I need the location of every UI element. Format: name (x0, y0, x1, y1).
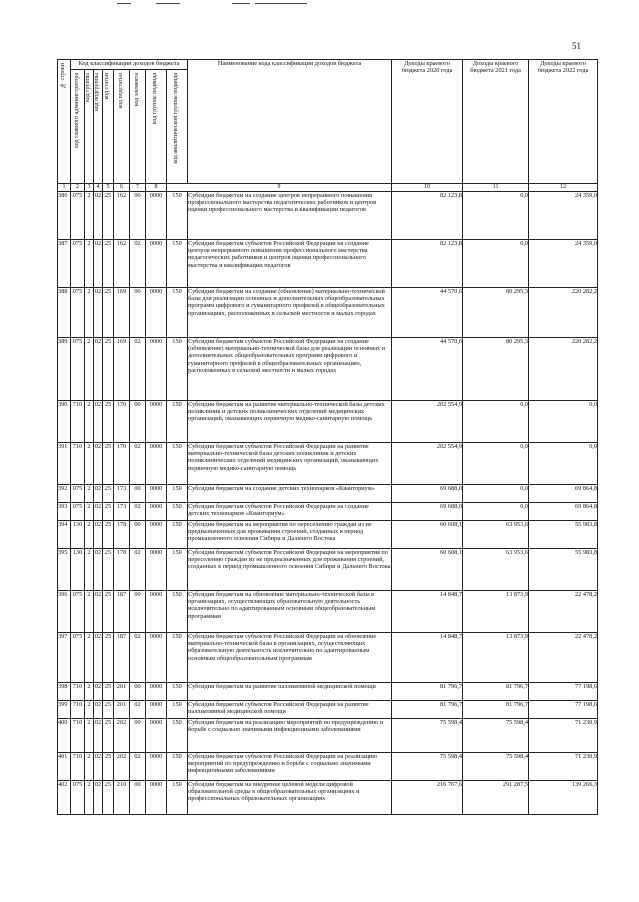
amount-cell: 69 864,8 (529, 485, 598, 503)
code-column-header-label: код главного администратора (73, 73, 80, 148)
scan-artifact-line (156, 3, 180, 4)
amount-cell: 75 598,4 (463, 719, 529, 753)
code-cell: 150 (167, 485, 188, 503)
code-cell: 0000 (146, 485, 167, 503)
amount-cell: 55 983,8 (529, 549, 598, 591)
code-cell: 173 (114, 503, 130, 521)
amount-cell: 60 608,1 (392, 521, 463, 549)
code-cell: 02 (94, 521, 103, 549)
amount-cell: 77 198,6 (529, 701, 598, 719)
code-cell: 150 (167, 633, 188, 683)
amount-cell: 139 266,3 (529, 781, 598, 815)
name-cell: Субсидии бюджетам субъектов Российской Федерации на мероприятия по переселению граждан из не предназначенных для проживания строений, созданных в период промышленного освоения Сибири и Дальнего Востока (188, 549, 392, 591)
name-cell: Субсидии бюджетам субъектов Российской Федерации на развитие паллиативной медицинской помощи (188, 701, 392, 719)
code-cell: 00 (130, 401, 146, 443)
code-cell: 0000 (146, 591, 167, 633)
code-cell: 0000 (146, 781, 167, 815)
code-column-header-label: код статьи (104, 73, 111, 100)
code-cell: 02 (94, 288, 103, 338)
code-cell: 25 (103, 401, 114, 443)
amount-cell: 22 478,2 (529, 591, 598, 633)
amount-cell: 75 598,4 (392, 753, 463, 781)
column-number: 6 (114, 184, 130, 192)
code-cell: 162 (114, 240, 130, 288)
amount-cell: 13 873,9 (463, 591, 529, 633)
code-cell: 02 (94, 240, 103, 288)
row-number-cell: 393 (58, 503, 71, 521)
code-cell: 02 (94, 401, 103, 443)
table-row (58, 683, 598, 701)
scan-artifact-line (117, 3, 131, 4)
code-cell: 02 (130, 240, 146, 288)
code-cell: 00 (130, 781, 146, 815)
code-cell: 00 (130, 192, 146, 240)
name-cell: Субсидии бюджетам субъектов Российской Федерации на реализацию мероприятий по предупреждению и борьбе с социально значимыми инфекционными заболеваниями (188, 753, 392, 781)
code-column-header-label: код группы подвида (152, 73, 159, 125)
code-cell: 075 (71, 781, 85, 815)
code-cell: 710 (71, 401, 85, 443)
amount-cell: 202 554,9 (392, 443, 463, 485)
code-cell: 02 (130, 549, 146, 591)
amount-cell: 75 598,4 (463, 753, 529, 781)
code-cell: 202 (114, 753, 130, 781)
amount-cell: 0,0 (463, 485, 529, 503)
column-number: 1 (58, 184, 71, 192)
amount-cell: 82 123,8 (392, 192, 463, 240)
code-cell: 25 (103, 288, 114, 338)
code-cell: 0000 (146, 240, 167, 288)
name-cell: Субсидии бюджетам субъектов Российской Федерации на создание детских технопарков «Кванториум» (188, 503, 392, 521)
amount-cell: 220 282,2 (529, 288, 598, 338)
code-cell: 170 (114, 401, 130, 443)
code-cell: 02 (94, 683, 103, 701)
code-cell: 0000 (146, 401, 167, 443)
amount-cell: 71 230,9 (529, 719, 598, 753)
code-cell: 25 (103, 719, 114, 753)
scan-artifact-line (232, 3, 250, 4)
code-cell: 02 (94, 503, 103, 521)
code-cell: 25 (103, 521, 114, 549)
row-number-cell: 390 (58, 401, 71, 443)
code-cell: 075 (71, 591, 85, 633)
amount-cell: 13 873,9 (463, 633, 529, 683)
code-cell: 150 (167, 192, 188, 240)
code-cell: 25 (103, 443, 114, 485)
amount-cell: 69 688,0 (392, 503, 463, 521)
code-cell: 150 (167, 549, 188, 591)
table-row (58, 521, 598, 549)
scan-artifact-line (255, 3, 307, 4)
row-number-cell: 397 (58, 633, 71, 683)
year-2022-header: Доходы краевого бюджета 2022 года (529, 60, 598, 184)
name-column-header: Наименование кода классификации доходов бюджета (188, 60, 392, 184)
amount-cell: 75 598,4 (392, 719, 463, 753)
code-cell: 150 (167, 288, 188, 338)
name-cell: Субсидии бюджетам на реализацию мероприятий по предупреждению и борьбе с социально значимыми инфекционными заболеваниями (188, 719, 392, 753)
code-cell: 00 (130, 485, 146, 503)
code-cell: 0000 (146, 719, 167, 753)
row-number-cell: 399 (58, 701, 71, 719)
code-cell: 162 (114, 192, 130, 240)
code-cell: 150 (167, 683, 188, 701)
code-cell: 00 (130, 521, 146, 549)
amount-cell: 81 796,7 (463, 701, 529, 719)
table-row (58, 485, 598, 503)
code-cell: 2 (85, 338, 94, 401)
name-cell: Субсидии бюджетам на внедрение целевой модели цифровой образовательной среды в общеобразовательных организациях и профессиональных образовательных организациях (188, 781, 392, 815)
code-cell: 201 (114, 683, 130, 701)
amount-cell: 0,0 (463, 443, 529, 485)
code-column-header (114, 70, 130, 184)
name-cell: Субсидии бюджетам субъектов Российской Федерации на обновление материально-технической базы в организациях, осуществляющих образовательную деятельность исключительно по адаптированным основным общеобразовательным программам (188, 633, 392, 683)
code-cell: 02 (94, 485, 103, 503)
code-cell: 02 (94, 338, 103, 401)
amount-cell: 0,0 (463, 401, 529, 443)
code-column-header-label: код аналитической группы подвида (173, 73, 180, 164)
row-number-cell: 398 (58, 683, 71, 701)
amount-cell: 44 570,6 (392, 288, 463, 338)
code-cell: 25 (103, 781, 114, 815)
code-column-header-label: код подстатьи (117, 73, 124, 109)
amount-cell: 63 953,6 (463, 521, 529, 549)
code-cell: 075 (71, 288, 85, 338)
code-cell: 0000 (146, 443, 167, 485)
code-cell: 150 (167, 781, 188, 815)
code-cell: 02 (94, 701, 103, 719)
code-cell: 00 (130, 683, 146, 701)
table-row (58, 549, 598, 591)
code-cell: 25 (103, 633, 114, 683)
code-cell: 173 (114, 485, 130, 503)
code-cell: 2 (85, 781, 94, 815)
code-column-header (71, 70, 85, 184)
row-number-cell: 386 (58, 192, 71, 240)
code-cell: 2 (85, 719, 94, 753)
name-cell: Субсидии бюджетам субъектов Российской Федерации на создание центров непрерывного повышения профессионального мастерства педагогических работников и центров оценки профессионального мастерства и квалификации педагогов (188, 240, 392, 288)
column-number: 3 (85, 184, 94, 192)
code-cell: 02 (94, 753, 103, 781)
code-cell: 178 (114, 549, 130, 591)
code-cell: 2 (85, 633, 94, 683)
code-column-header (85, 70, 94, 184)
table-row (58, 288, 598, 338)
code-column-header-label: код группы (85, 73, 92, 102)
code-column-header (167, 70, 188, 184)
code-cell: 210 (114, 781, 130, 815)
code-cell: 150 (167, 240, 188, 288)
code-cell: 25 (103, 503, 114, 521)
table-row (58, 753, 598, 781)
code-cell: 150 (167, 521, 188, 549)
table-row (58, 401, 598, 443)
amount-cell: 202 554,9 (392, 401, 463, 443)
code-cell: 202 (114, 719, 130, 753)
row-number-header-label: № строки (60, 63, 67, 88)
code-cell: 2 (85, 701, 94, 719)
code-cell: 0000 (146, 683, 167, 701)
table-row (58, 240, 598, 288)
amount-cell: 80 295,3 (463, 338, 529, 401)
code-cell: 150 (167, 719, 188, 753)
table-row (58, 443, 598, 485)
name-cell: Субсидии бюджетам субъектов Российской Федерации на развитие материально-технической базы детских поликлиник и детских поликлинических отделений медицинских организаций, оказывающих первичную медико-санитарную помощь (188, 443, 392, 485)
code-cell: 710 (71, 719, 85, 753)
amount-cell: 220 282,2 (529, 338, 598, 401)
amount-cell: 82 123,8 (392, 240, 463, 288)
year-2021-header: Доходы краевого бюджета 2021 года (463, 60, 529, 184)
amount-cell: 0,0 (463, 503, 529, 521)
code-cell: 710 (71, 753, 85, 781)
table-row (58, 192, 598, 240)
name-cell: Субсидии бюджетам на создание (обновление) материально-технической базы для реализации основных и дополнительных общеобразовательных программ цифрового и гуманитарного профилей в общеобразовательных организациях, расположенных в сельской местности и малых городах (188, 288, 392, 338)
column-number: 8 (146, 184, 167, 192)
code-cell: 2 (85, 288, 94, 338)
code-cell: 150 (167, 701, 188, 719)
code-column-header-label: код элемента (133, 73, 140, 107)
code-cell: 02 (130, 701, 146, 719)
code-cell: 02 (94, 443, 103, 485)
name-cell: Субсидии бюджетам на создание центров непрерывного повышения профессионального мастерства педагогических работников и центров оценки профессионального мастерства и квалификации педагогов (188, 192, 392, 240)
table-row (58, 701, 598, 719)
code-cell: 075 (71, 192, 85, 240)
code-column-header-label: код подгруппы (94, 73, 101, 111)
code-cell: 00 (130, 591, 146, 633)
code-cell: 710 (71, 701, 85, 719)
code-cell: 02 (130, 443, 146, 485)
code-cell: 150 (167, 338, 188, 401)
code-cell: 201 (114, 701, 130, 719)
code-cell: 075 (71, 503, 85, 521)
code-cell: 0000 (146, 633, 167, 683)
code-cell: 25 (103, 338, 114, 401)
code-cell: 02 (130, 338, 146, 401)
row-number-cell: 391 (58, 443, 71, 485)
row-number-cell: 388 (58, 288, 71, 338)
amount-cell: 44 570,6 (392, 338, 463, 401)
code-cell: 02 (94, 633, 103, 683)
code-cell: 0000 (146, 521, 167, 549)
page-number: 51 (572, 41, 581, 51)
table-row (58, 338, 598, 401)
code-cell: 2 (85, 240, 94, 288)
code-cell: 25 (103, 701, 114, 719)
table-row (58, 503, 598, 521)
row-number-cell: 395 (58, 549, 71, 591)
code-cell: 25 (103, 753, 114, 781)
code-cell: 02 (94, 719, 103, 753)
amount-cell: 24 359,0 (529, 240, 598, 288)
amount-cell: 216 767,6 (392, 781, 463, 815)
code-cell: 2 (85, 753, 94, 781)
code-cell: 25 (103, 240, 114, 288)
amount-cell: 291 287,5 (463, 781, 529, 815)
code-column-header (130, 70, 146, 184)
code-cell: 075 (71, 633, 85, 683)
amount-cell: 81 796,7 (392, 701, 463, 719)
code-cell: 2 (85, 683, 94, 701)
code-cell: 02 (130, 753, 146, 781)
code-cell: 02 (94, 192, 103, 240)
code-cell: 25 (103, 549, 114, 591)
code-cell: 075 (71, 240, 85, 288)
amount-cell: 0,0 (529, 443, 598, 485)
code-cell: 0000 (146, 288, 167, 338)
column-number: 4 (94, 184, 103, 192)
amount-cell: 14 848,7 (392, 633, 463, 683)
row-number-cell: 387 (58, 240, 71, 288)
code-cell: 178 (114, 521, 130, 549)
code-cell: 2 (85, 521, 94, 549)
code-cell: 25 (103, 591, 114, 633)
code-column-header (146, 70, 167, 184)
code-cell: 130 (71, 549, 85, 591)
code-cell: 150 (167, 401, 188, 443)
amount-cell: 69 688,0 (392, 485, 463, 503)
code-cell: 02 (94, 549, 103, 591)
code-cell: 2 (85, 591, 94, 633)
revenue-classification-table (57, 59, 598, 815)
code-cell: 075 (71, 485, 85, 503)
code-cell: 0000 (146, 701, 167, 719)
amount-cell: 55 983,8 (529, 521, 598, 549)
amount-cell: 0,0 (529, 401, 598, 443)
amount-cell: 63 953,6 (463, 549, 529, 591)
code-cell: 2 (85, 401, 94, 443)
code-cell: 710 (71, 683, 85, 701)
code-cell: 0000 (146, 192, 167, 240)
name-cell: Субсидии бюджетам на создание детских технопарков «Кванториум» (188, 485, 392, 503)
code-cell: 0000 (146, 338, 167, 401)
name-cell: Субсидии бюджетам на развитие паллиативной медицинской помощи (188, 683, 392, 701)
amount-cell: 14 848,7 (392, 591, 463, 633)
code-cell: 00 (130, 719, 146, 753)
column-number: 9 (167, 184, 392, 192)
code-cell: 02 (94, 781, 103, 815)
row-number-cell: 402 (58, 781, 71, 815)
amount-cell: 81 796,7 (392, 683, 463, 701)
table-row (58, 719, 598, 753)
table-row (58, 781, 598, 815)
amount-cell: 71 230,9 (529, 753, 598, 781)
amount-cell: 22 478,2 (529, 633, 598, 683)
amount-cell: 77 198,6 (529, 683, 598, 701)
column-number: 5 (103, 184, 114, 192)
name-cell: Субсидии бюджетам на мероприятия по переселению граждан из не предназначенных для проживания строений, созданных в период промышленного освоения Сибири и Дальнего Востока (188, 521, 392, 549)
code-cell: 710 (71, 443, 85, 485)
code-cell: 00 (130, 288, 146, 338)
code-cell: 150 (167, 503, 188, 521)
column-number: 2 (71, 184, 85, 192)
name-cell: Субсидии бюджетам на обновление материально-технической базы в организациях, осуществляющих образовательную деятельность исключительно по адаптированным основным общеобразовательным программам (188, 591, 392, 633)
code-cell: 169 (114, 338, 130, 401)
column-number: 7 (130, 184, 146, 192)
code-cell: 2 (85, 192, 94, 240)
code-cell: 130 (71, 521, 85, 549)
row-number-cell: 401 (58, 753, 71, 781)
code-cell: 2 (85, 503, 94, 521)
column-number: 10 (392, 184, 463, 192)
amount-cell: 69 864,8 (529, 503, 598, 521)
row-number-cell: 396 (58, 591, 71, 633)
amount-cell: 0,0 (463, 192, 529, 240)
amount-cell: 60 608,1 (392, 549, 463, 591)
table-row (58, 633, 598, 683)
code-cell: 2 (85, 549, 94, 591)
code-cell: 150 (167, 591, 188, 633)
code-cell: 187 (114, 633, 130, 683)
code-cell: 150 (167, 443, 188, 485)
code-cell: 0000 (146, 549, 167, 591)
amount-cell: 24 359,0 (529, 192, 598, 240)
code-cell: 2 (85, 485, 94, 503)
code-cell: 02 (130, 633, 146, 683)
code-cell: 02 (130, 503, 146, 521)
row-number-cell: 394 (58, 521, 71, 549)
table-row (58, 591, 598, 633)
amount-cell: 0,0 (463, 240, 529, 288)
row-number-cell: 400 (58, 719, 71, 753)
code-cell: 0000 (146, 503, 167, 521)
code-cell: 075 (71, 338, 85, 401)
amount-cell: 81 796,7 (463, 683, 529, 701)
code-cell: 2 (85, 443, 94, 485)
column-number: 12 (529, 184, 598, 192)
code-cell: 02 (94, 591, 103, 633)
code-cell: 0000 (146, 753, 167, 781)
name-cell: Субсидии бюджетам на развитие материально-технической базы детских поликлиник и детских поликлинических отделений медицинских организаций, оказывающих первичную медико-санитарную помощь (188, 401, 392, 443)
code-cell: 170 (114, 443, 130, 485)
code-column-header (103, 70, 114, 184)
row-number-header (58, 60, 71, 184)
code-cell: 169 (114, 288, 130, 338)
row-number-cell: 389 (58, 338, 71, 401)
code-cell: 150 (167, 753, 188, 781)
amount-cell: 80 295,3 (463, 288, 529, 338)
year-2020-header: Доходы краевого бюджета 2020 года (392, 60, 463, 184)
row-number-cell: 392 (58, 485, 71, 503)
code-cell: 25 (103, 485, 114, 503)
code-cell: 25 (103, 192, 114, 240)
code-cell: 187 (114, 591, 130, 633)
code-group-header: Код классификации доходов бюджета (71, 60, 188, 70)
code-column-header (94, 70, 103, 184)
code-cell: 25 (103, 683, 114, 701)
name-cell: Субсидии бюджетам субъектов Российской Федерации на создание (обновление) материально-технической базы для реализации основных и дополнительных общеобразовательных программ цифрового и гуманитарного профилей в общеобразовательных организациях, расположенных в сельской местности и малых городах (188, 338, 392, 401)
column-number: 11 (463, 184, 529, 192)
